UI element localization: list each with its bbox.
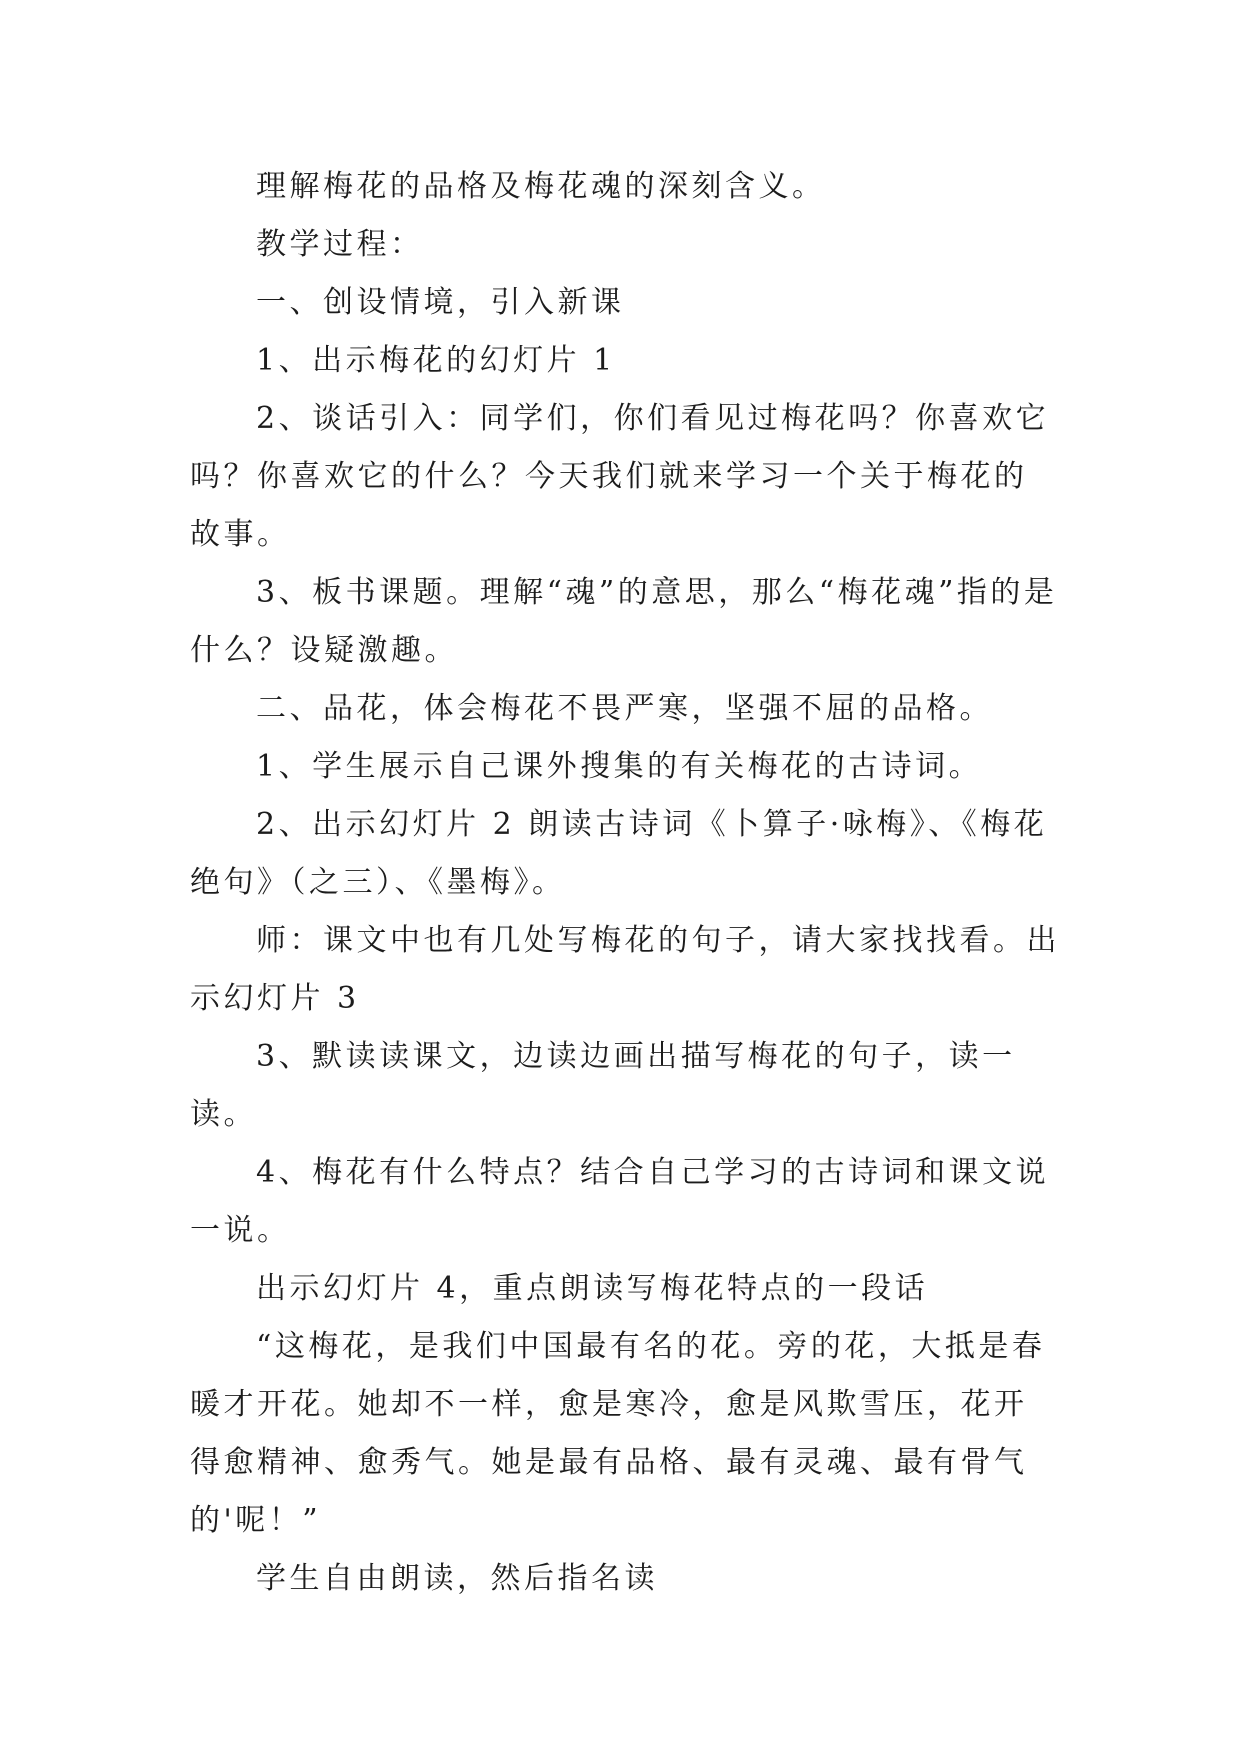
paragraph: 理解梅花的品格及梅花魂的深刻含义。: [256, 169, 826, 204]
paragraph: 学生自由朗读，然后指名读: [256, 1561, 658, 1596]
paragraph: 3、默读读课文，边读边画出描写梅花的句子，读一读。: [190, 1039, 1016, 1132]
paragraph: 4、梅花有什么特点？结合自己学习的古诗词和课文说一说。: [190, 1155, 1050, 1248]
paragraph: 教学过程：: [256, 227, 424, 262]
paragraph: 1、学生展示自己课外搜集的有关梅花的古诗词。: [256, 749, 983, 784]
paragraph: 出示幻灯片 4，重点朗读写梅花特点的一段话: [256, 1271, 929, 1306]
paragraph: 1、出示梅花的幻灯片 1: [256, 343, 616, 378]
document-body: [190, 158, 1060, 1608]
paragraph: 师：课文中也有几处写梅花的句子，请大家找找看。出示幻灯片 3: [190, 923, 1060, 1016]
paragraph: 2、谈话引入：同学们，你们看见过梅花吗？你喜欢它吗？你喜欢它的什么？今天我们就来学习一个关于梅花的故事。: [190, 401, 1050, 552]
section-heading: 二、品花，体会梅花不畏严寒，坚强不屈的品格。: [256, 691, 993, 726]
section-heading: 一、创设情境，引入新课: [256, 285, 625, 320]
paragraph: 3、板书课题。理解“魂”的意思，那么“梅花魂”指的是什么？设疑激趣。: [190, 575, 1058, 668]
paragraph: 2、出示幻灯片 2 朗读古诗词《卜算子·咏梅》、《梅花绝句》（之三）、《墨梅》。: [190, 807, 1048, 900]
quote-paragraph: “这梅花，是我们中国最有名的花。旁的花，大抵是春暖才开花。她却不一样，愈是寒冷，愈是风欺雪压，花开得愈精神、愈秀气。她是最有品格、最有灵魂、最有骨气的'呢！”: [190, 1329, 1046, 1538]
